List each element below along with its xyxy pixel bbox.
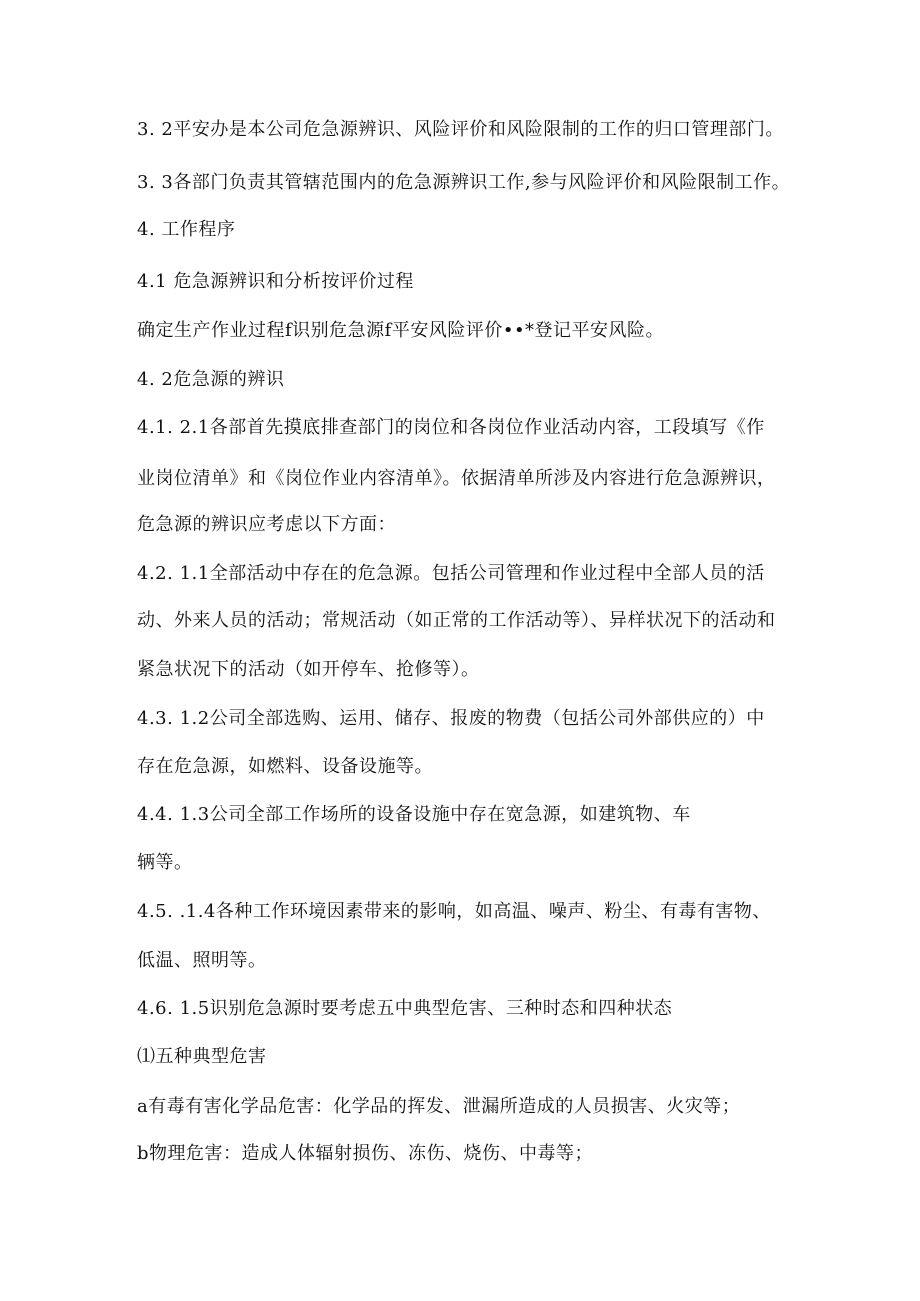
text-line: 4.5. .1.4各种工作环境因素带来的影响，如高温、噪声、粉尘、有毒有害物、: [137, 901, 771, 922]
text-line: 动、外来人员的活动；常规活动（如正常的工作活动等）、异样状况下的活动和: [137, 610, 776, 631]
text-line: 4.3. 1.2公司全部选购、运用、储存、报废的物费（包括公司外部供应的）中: [137, 708, 765, 729]
list-item: b物理危害：造成人体辐射损伤、冻伤、烧伤、中毒等；: [137, 1143, 594, 1164]
text-line: 3. 3各部门负责其管辖范围内的危急源辨识工作,参与风险评价和风险限制工作。: [137, 172, 791, 193]
text-line: 3. 2平安办是本公司危急源辨识、风险评价和风险限制的工作的归口管理部门。: [137, 119, 784, 140]
text-line: 紧急状况下的活动（如开停车、抢修等）。: [137, 659, 480, 680]
text-line: 4.1. 2.1各部首先摸底排查部门的岗位和各岗位作业活动内容，工段填写《作: [137, 417, 765, 438]
text-line: 低温、照明等。: [137, 950, 267, 971]
list-heading: ⑴五种典型危害: [137, 1046, 267, 1067]
text-line: 4.2. 1.1全部活动中存在的危急源。包括公司管理和作业过程中全部人员的活: [137, 563, 765, 584]
subsection-heading: 4. 2危急源的辨识: [137, 369, 285, 390]
text-line: 危急源的辨识应考虑以下方面：: [137, 514, 396, 535]
text-line: 确定生产作业过程f识别危急源f平安风险评价••*登记平安风险。: [137, 320, 665, 341]
subsection-heading: 4.1 危急源辨识和分析按评价过程: [137, 271, 414, 292]
list-item: a有毒有害化学品危害：化学品的挥发、泄漏所造成的人员损害、火灾等；: [137, 1096, 741, 1117]
text-line: 业岗位清单》和《岗位作业内容清单》。依据清单所涉及内容进行危急源辨识，: [137, 468, 776, 489]
text-line: 4.6. 1.5识别危急源时要考虑五中典型危害、三种时态和四种状态: [137, 998, 673, 1019]
text-line: 辆等。: [137, 852, 193, 873]
text-line: 4.4. 1.3公司全部工作场所的设备设施中存在宽急源，如建筑物、车: [137, 804, 691, 825]
section-heading: 4. 工作程序: [137, 219, 236, 240]
text-line: 存在危急源，如燃料、设备设施等。: [137, 756, 433, 777]
